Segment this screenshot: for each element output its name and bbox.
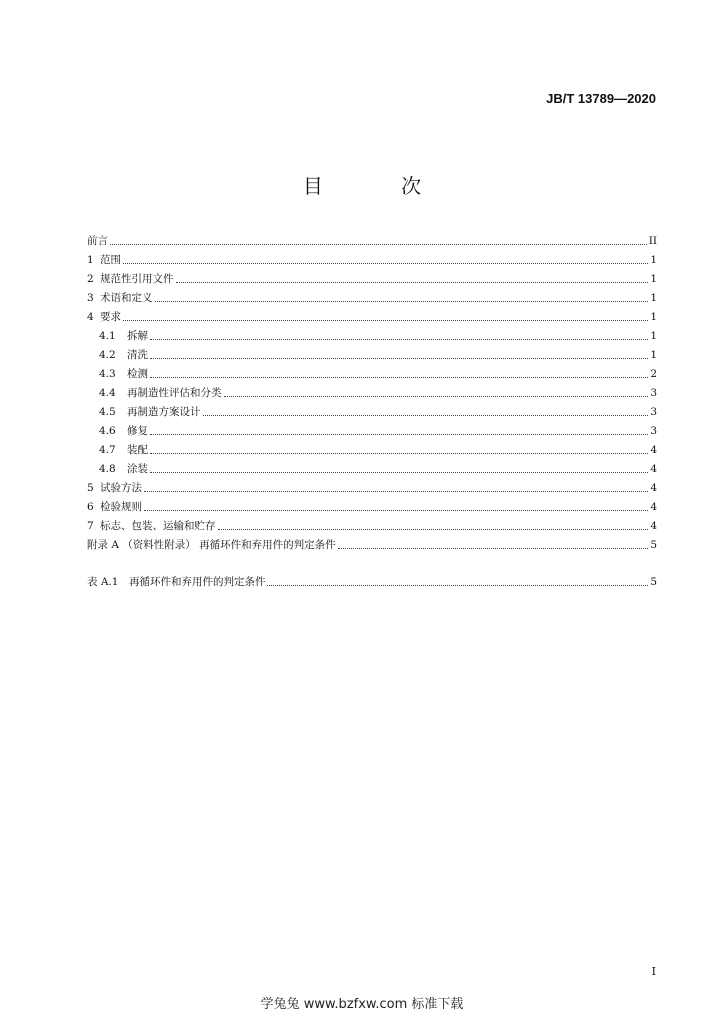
leader-dots — [203, 414, 649, 416]
toc-label: 检验规则 — [100, 501, 142, 513]
leader-dots — [338, 547, 649, 549]
leader-dots — [150, 357, 648, 359]
leader-dots — [123, 262, 648, 264]
leader-dots — [150, 338, 648, 340]
toc-entry-4[interactable] — [87, 306, 657, 324]
toc-number: 5 — [87, 482, 94, 494]
leader-dots — [224, 395, 649, 397]
toc-number: 4.3 — [99, 368, 116, 380]
toc-entry-4-2[interactable] — [99, 344, 657, 362]
toc-page: 1 — [650, 273, 657, 285]
toc-label: 再制造方案设计 — [127, 406, 201, 418]
toc-label: 试验方法 — [100, 482, 142, 494]
toc-page: 1 — [650, 311, 657, 323]
leader-dots — [123, 319, 648, 321]
toc-label: 前言 — [87, 235, 108, 247]
toc-label: 修复 — [127, 425, 148, 437]
toc-entry-4-8[interactable] — [99, 458, 657, 476]
toc-entry-7[interactable] — [87, 515, 657, 533]
toc-page: 1 — [650, 292, 657, 304]
toc-entry-4-3[interactable] — [99, 363, 657, 381]
page-number: I — [651, 965, 656, 978]
toc-page: 4 — [650, 520, 657, 532]
toc-number: 7 — [87, 520, 94, 532]
toc-number: 4.8 — [99, 463, 116, 475]
toc-number: 1 — [87, 254, 94, 266]
toc-page: 5 — [650, 576, 657, 588]
toc-number: 4 — [87, 311, 94, 323]
toc-page: 3 — [650, 387, 657, 399]
toc-label: 要求 — [100, 311, 121, 323]
toc-page: 1 — [650, 349, 657, 361]
toc-page: 4 — [650, 501, 657, 513]
toc-number: 6 — [87, 501, 94, 513]
toc-page: II — [648, 235, 657, 247]
toc-entry-appendix-a[interactable] — [87, 534, 657, 552]
toc-label: 标志、包装、运输和贮存 — [100, 520, 216, 532]
toc-number: 4.7 — [99, 444, 116, 456]
leader-dots — [150, 433, 648, 435]
leader-dots — [150, 452, 648, 454]
toc-entry-1[interactable] — [87, 249, 657, 267]
toc-entry-4-7[interactable] — [99, 439, 657, 457]
leader-dots — [150, 471, 648, 473]
toc-number: 2 — [87, 273, 94, 285]
toc-page: 5 — [650, 539, 657, 551]
toc-label: 附录 A （资料性附录） 再循环件和弃用件的判定条件 — [87, 539, 336, 551]
toc-label: 术语和定义 — [100, 292, 153, 304]
toc-number: 4.1 — [99, 330, 116, 342]
toc-entry-4-1[interactable] — [99, 325, 657, 343]
toc-page: 2 — [650, 368, 657, 380]
toc-entry-6[interactable] — [87, 496, 657, 514]
leader-dots — [110, 243, 647, 245]
toc-entry-4-6[interactable] — [99, 420, 657, 438]
leader-dots — [155, 300, 649, 302]
toc-page: 4 — [650, 463, 657, 475]
leader-dots — [267, 584, 648, 586]
toc-number: 4.6 — [99, 425, 116, 437]
toc-entry-4-4[interactable] — [99, 382, 657, 400]
toc-label: 规范性引用文件 — [100, 273, 174, 285]
toc-entry-4-5[interactable] — [99, 401, 657, 419]
toc-label: 检测 — [127, 368, 148, 380]
toc-number: 3 — [87, 292, 94, 304]
toc-label: 涂装 — [127, 463, 148, 475]
leader-dots — [150, 376, 648, 378]
toc-page: 4 — [650, 444, 657, 456]
watermark-text: 学兔兔 www.bzfxw.com 标准下载 — [260, 997, 464, 1012]
page-title: 目 次 — [302, 174, 458, 198]
toc-page: 3 — [650, 425, 657, 437]
toc-label: 再制造性评估和分类 — [127, 387, 222, 399]
toc-label: 拆解 — [127, 330, 148, 342]
toc-page: 1 — [650, 254, 657, 266]
leader-dots — [144, 490, 648, 492]
leader-dots — [218, 528, 649, 530]
toc-number: 4.4 — [99, 387, 116, 399]
toc-label: 清洗 — [127, 349, 148, 361]
toc-number: 4.2 — [99, 349, 116, 361]
toc-entry-3[interactable] — [87, 287, 657, 305]
toc-page: 4 — [650, 482, 657, 494]
leader-dots — [176, 281, 649, 283]
toc-entry-table-a1[interactable] — [87, 571, 657, 589]
leader-dots — [144, 509, 648, 511]
toc-label: 表 A.1 再循环件和弃用件的判定条件 — [87, 576, 266, 588]
toc-number: 4.5 — [99, 406, 116, 418]
toc-page: 3 — [650, 406, 657, 418]
standard-code: JB/T 13789—2020 — [546, 91, 656, 106]
toc-label: 范围 — [100, 254, 121, 266]
toc-label: 装配 — [127, 444, 148, 456]
toc-entry-2[interactable] — [87, 268, 657, 286]
toc-entry-5[interactable] — [87, 477, 657, 495]
toc-page: 1 — [650, 330, 657, 342]
toc-entry-foreword[interactable] — [87, 230, 657, 248]
